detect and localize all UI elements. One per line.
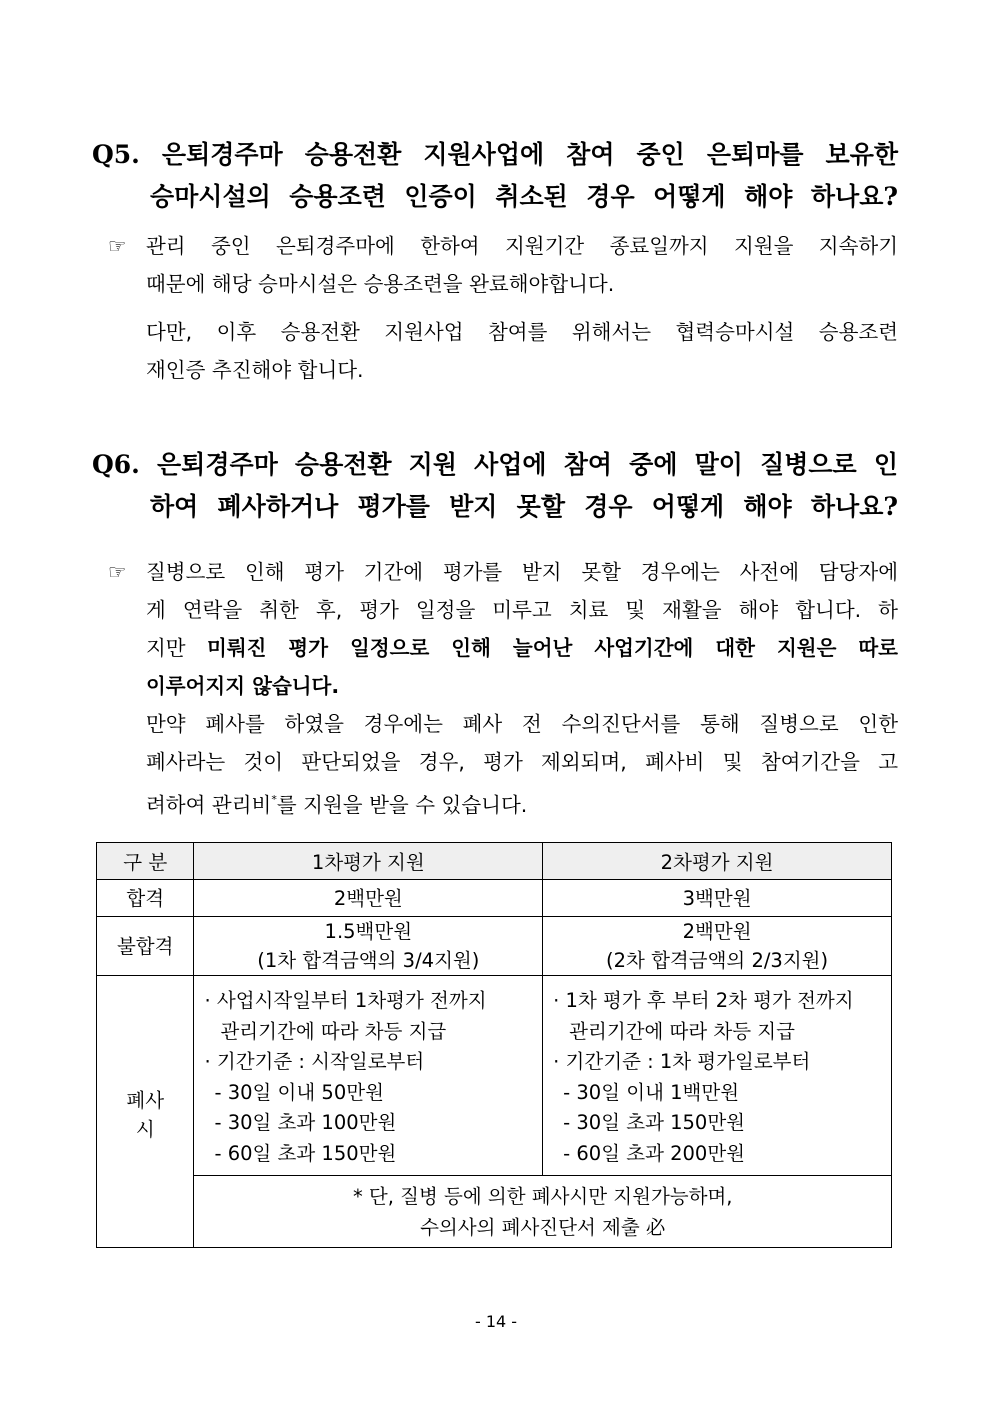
fail-second-note: (2차 합격금액의 2/3지원) (606, 949, 829, 972)
q5-answer-line1: 관리 중인 은퇴경주마에 한하여 지원기간 종료일까지 지원을 지속하기 (146, 234, 898, 258)
pass-first-amount: 2백만원 (194, 880, 543, 917)
q5-title (92, 134, 898, 218)
table-row-death (97, 976, 892, 1176)
q5-answer (108, 227, 898, 389)
pass-second-amount: 3백만원 (543, 880, 892, 917)
list-item: · 기간기준 : 시작일로부터 (204, 1050, 425, 1073)
list-item: - 30일 초과 100만원 (214, 1111, 397, 1134)
death-label-line1: 폐사 (126, 1089, 165, 1112)
q5-answer-line2: 때문에 해당 승마시설은 승용조련을 완료해야합니다. (146, 272, 615, 296)
q6-title-line2: 하여 폐사하거나 평가를 받지 못할 경우 어떻게 해야 하나요? (150, 492, 898, 521)
list-item: 관리기간에 따라 차등 지급 (220, 1019, 447, 1043)
list-item: 관리기간에 따라 차등 지급 (569, 1019, 795, 1043)
table-row-pass (97, 880, 892, 917)
q5-answer-line4: 재인증 추진해야 합니다. (146, 358, 364, 382)
death-label-line2: 시 (135, 1118, 155, 1141)
death-second-cell (543, 976, 892, 1176)
table-header-second-eval: 2차평가 지원 (543, 843, 892, 880)
table-header-category: 구 분 (97, 843, 194, 880)
death-note-cell (194, 1176, 892, 1248)
q6-answer-line3-bold: 미뤄진 평가 일정으로 인해 늘어난 사업기간에 대한 지원은 따로 (207, 636, 898, 660)
q6-answer-line4-bold: 이루어지지 않습니다. (146, 674, 340, 698)
q6-answer-line6: 폐사라는 것이 판단되었을 경우, 평가 제외되며, 폐사비 및 참여기간을 고 (146, 750, 898, 774)
fail-first-cell (194, 917, 543, 976)
fail-second-cell (543, 917, 892, 976)
q6-answer-line7a: 려하여 관리비 (146, 793, 272, 817)
list-item: - 30일 이내 50만원 (214, 1080, 384, 1104)
list-item: - 60일 초과 150만원 (214, 1141, 397, 1165)
list-item: · 사업시작일부터 1차평가 전까지 (204, 989, 487, 1012)
table-header-first-eval: 1차평가 지원 (194, 843, 543, 880)
pointing-hand-icon: ☞ (108, 560, 127, 584)
support-table (96, 842, 892, 1248)
q6-answer (108, 553, 898, 824)
list-item: - 30일 이내 1백만원 (563, 1080, 740, 1104)
table-row-note (97, 1176, 892, 1248)
q6-title-line1: Q6. 은퇴경주마 승용전환 지원 사업에 참여 중에 말이 질병으로 인 (92, 450, 898, 479)
list-item: - 60일 초과 200만원 (563, 1141, 746, 1165)
table-row-fail (97, 917, 892, 976)
q6-answer-line5: 만약 폐사를 하였을 경우에는 폐사 전 수의진단서를 통해 질병으로 인한 (146, 712, 898, 736)
q5-answer-line3: 다만, 이후 승용전환 지원사업 참여를 위해서는 협력승마시설 승용조련 (146, 320, 898, 344)
q6-answer-line3-plain: 지만 (146, 636, 186, 660)
fail-first-amount: 1.5백만원 (324, 920, 413, 943)
death-first-cell (194, 976, 543, 1176)
q5-title-line1: Q5. 은퇴경주마 승용전환 지원사업에 참여 중인 은퇴마를 보유한 (92, 140, 898, 169)
list-item: - 30일 초과 150만원 (563, 1111, 746, 1134)
q6-answer-line2: 게 연락을 취한 후, 평가 일정을 미루고 치료 및 재활을 해야 합니다. 하 (146, 598, 898, 622)
row-label-pass: 합격 (97, 880, 194, 917)
list-item: · 1차 평가 후 부터 2차 평가 전까지 (553, 989, 854, 1012)
q6-answer-line1: 질병으로 인해 평가 기간에 평가를 받지 못할 경우에는 사전에 담당자에 (146, 560, 898, 584)
fail-first-note: (1차 합격금액의 3/4지원) (257, 949, 480, 972)
fail-second-amount: 2백만원 (682, 920, 752, 943)
pointing-hand-icon: ☞ (108, 234, 127, 258)
q6-answer-line7b: 를 지원을 받을 수 있습니다. (276, 793, 528, 817)
footnote-marker: * (271, 793, 277, 806)
page-number: - 14 - (474, 1312, 518, 1331)
list-item: · 기간기준 : 1차 평가일로부터 (553, 1050, 811, 1073)
row-label-fail: 불합격 (97, 917, 194, 976)
table-header-row (97, 843, 892, 880)
death-note-line2: 수의사의 폐사진단서 제출 必 (420, 1215, 666, 1239)
q6-title (92, 444, 898, 528)
death-note-line1: * 단, 질병 등에 의한 폐사시만 지원가능하며, (352, 1184, 733, 1208)
row-label-death (97, 976, 194, 1248)
q5-title-line2: 승마시설의 승용조련 인증이 취소된 경우 어떻게 해야 하나요? (150, 182, 898, 211)
